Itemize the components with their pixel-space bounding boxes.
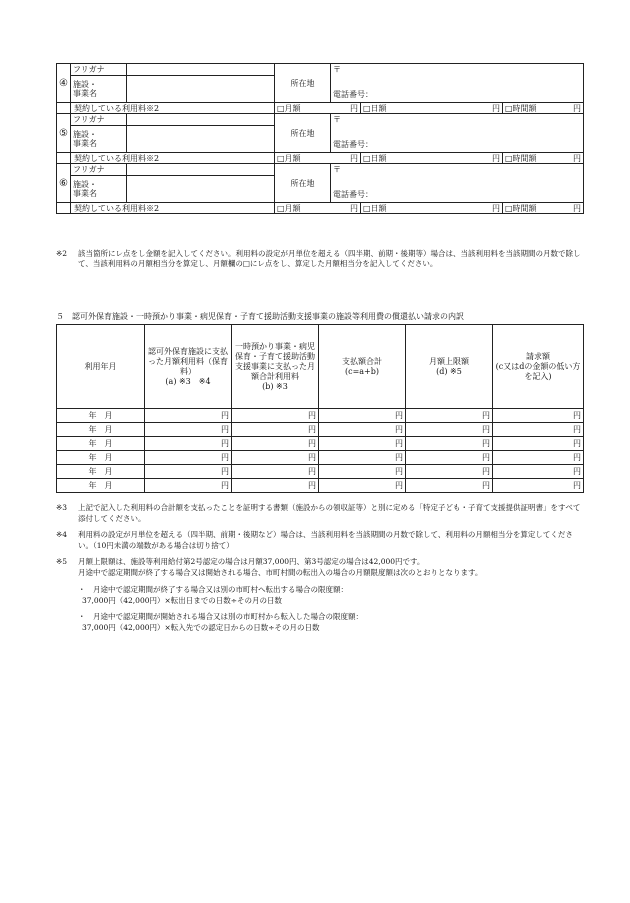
temporary-care-fee-cell[interactable]: 円 [232,451,319,465]
monthly-checkbox[interactable]: □月額 [277,103,301,113]
facility-name-input[interactable] [127,126,275,153]
header-usage-month: 利用年月 [57,325,145,409]
usage-month-cell[interactable]: 年 月 [57,465,145,479]
hourly-checkbox[interactable]: □時間額 [505,153,537,163]
hourly-checkbox[interactable]: □時間額 [505,203,537,213]
billing-row [57,423,584,437]
bullet-1-formula: 37,000円（42,000円）×転出日までの日数÷その月の日数 [82,596,283,605]
facility-number: ⑥ [57,164,71,203]
facility-name-input[interactable] [127,76,275,103]
daily-checkbox[interactable]: □日額 [363,203,387,213]
bullet-1 [56,584,583,606]
note-2-mark: ※2 [56,249,68,258]
bullet-2-formula: 37,000円（42,000円）×転入先での認定日からの日数÷その月の日数 [82,623,320,632]
facility-name-label: 施設・ 事業名 [71,126,127,153]
phone-label: 電話番号： [333,140,373,149]
daily-fee-field[interactable]: □日額 円 [361,103,503,114]
address-cell[interactable] [331,164,584,203]
usage-month-cell[interactable]: 年 月 [57,409,145,423]
daily-checkbox[interactable]: □日額 [363,153,387,163]
note-3-text: 上記で記入した利用料の合計額を支払ったことを証明する書類（施設からの領収証等）と別に定める「特定子ども・子育て支援提供証明書」をすべて添付してください。 [78,503,581,523]
note-4-mark: ※4 [56,530,68,539]
monthly-checkbox[interactable]: □月額 [277,153,301,163]
note-2 [56,249,583,269]
hourly-fee-field[interactable]: □時間額 円 [503,103,584,114]
fee-label: 契約している利用料※2 [71,103,275,114]
furigana-input[interactable] [127,114,275,126]
unlicensed-fee-cell[interactable]: 円 [145,437,232,451]
note-3-mark: ※3 [56,503,68,512]
facility-name-label: 施設・ 事業名 [71,76,127,103]
usage-month-cell[interactable]: 年 月 [57,479,145,493]
billing-row [57,451,584,465]
monthly-limit-cell[interactable]: 円 [406,437,493,451]
claim-amount-cell[interactable]: 円 [493,409,584,423]
usage-month-cell[interactable]: 年 月 [57,423,145,437]
daily-checkbox[interactable]: □日額 [363,103,387,113]
total-paid-cell[interactable]: 円 [319,465,406,479]
furigana-input[interactable] [127,64,275,76]
facility-table [56,63,584,214]
furigana-label: フリガナ [71,164,127,176]
section-5-title: ５ 認可外保育施設・一時預かり事業・病児保育・子育て援助活動支援事業の施設等利用費の償還払い請求の内訳 [56,312,464,321]
monthly-limit-cell[interactable]: 円 [406,465,493,479]
header-unlicensed-fee: 認可外保育施設に支払った月額利用料（保育料） (a) ※3 ※4 [145,325,232,409]
monthly-limit-cell[interactable]: 円 [406,479,493,493]
claim-amount-cell[interactable]: 円 [493,437,584,451]
unlicensed-fee-cell[interactable]: 円 [145,409,232,423]
note-4-text: 利用料の設定が月単位を超える（四半期、前期・後期など）場合は、当該利用料を当該期間の月数で除して、利用料の月額相当分を算定してください。（10円未満の端数がある場合は切り捨て） [78,530,573,550]
billing-row [57,479,584,493]
hourly-fee-field[interactable]: □時間額 円 [503,153,584,164]
total-paid-cell[interactable]: 円 [319,437,406,451]
total-paid-cell[interactable]: 円 [319,423,406,437]
phone-label: 電話番号： [333,90,373,99]
monthly-limit-cell[interactable]: 円 [406,451,493,465]
monthly-checkbox[interactable]: □月額 [277,203,301,213]
header-monthly-limit: 月額上限額 (d) ※5 [406,325,493,409]
facility-name-label: 施設・ 事業名 [71,176,127,203]
monthly-fee-field[interactable]: □月額 円 [275,103,361,114]
note-5-text: 月額上限額は、施設等利用給付第2号認定の場合は月額37,000円、第3号認定の場合は42,000円です。 [78,557,425,566]
notes-block [56,502,583,633]
address-cell[interactable] [331,64,584,103]
billing-table [56,324,584,493]
fee-label: 契約している利用料※2 [71,153,275,164]
billing-row [57,465,584,479]
temporary-care-fee-cell[interactable]: 円 [232,409,319,423]
postal-mark: 〒 [333,165,341,174]
total-paid-cell[interactable]: 円 [319,409,406,423]
unlicensed-fee-cell[interactable]: 円 [145,479,232,493]
postal-mark: 〒 [333,115,341,124]
bullet-2 [56,611,583,633]
monthly-limit-cell[interactable]: 円 [406,409,493,423]
unlicensed-fee-cell[interactable]: 円 [145,451,232,465]
total-paid-cell[interactable]: 円 [319,479,406,493]
furigana-label: フリガナ [71,114,127,126]
temporary-care-fee-cell[interactable]: 円 [232,479,319,493]
hourly-fee-field[interactable]: □時間額 円 [503,203,584,214]
temporary-care-fee-cell[interactable]: 円 [232,423,319,437]
note-2-text: 該当箇所にレ点をし金額を記入してください。利用料の設定が月単位を超える（四半期、前期・後期等）場合は、当該利用料を当該期間の月数で除して、当該利用料の月額相当分を算定し、月額欄の□にレ点をし、算定した月額相当分を記入してください。 [78,249,581,268]
unlicensed-fee-cell[interactable]: 円 [145,465,232,479]
claim-amount-cell[interactable]: 円 [493,423,584,437]
monthly-fee-field[interactable]: □月額 円 [275,153,361,164]
furigana-label: フリガナ [71,64,127,76]
furigana-input[interactable] [127,164,275,176]
postal-mark: 〒 [333,65,341,74]
monthly-limit-cell[interactable]: 円 [406,423,493,437]
facility-name-input[interactable] [127,176,275,203]
claim-amount-cell[interactable]: 円 [493,479,584,493]
header-total-paid: 支払額合計 (c=a+b) [319,325,406,409]
phone-label: 電話番号： [333,190,373,199]
temporary-care-fee-cell[interactable]: 円 [232,437,319,451]
header-claim-amount: 請求額 (c又はdの金額の低い方を記入) [493,325,584,409]
claim-amount-cell[interactable]: 円 [493,451,584,465]
note-5-mark: ※5 [56,557,68,566]
usage-month-cell[interactable]: 年 月 [57,451,145,465]
monthly-fee-field[interactable]: □月額 円 [275,203,361,214]
facility-number: ⑤ [57,114,71,153]
billing-row [57,409,584,423]
address-cell[interactable] [331,114,584,153]
location-label: 所在地 [275,114,331,153]
temporary-care-fee-cell[interactable]: 円 [232,465,319,479]
unlicensed-fee-cell[interactable]: 円 [145,423,232,437]
total-paid-cell[interactable]: 円 [319,451,406,465]
billing-row [57,437,584,451]
note-5-extra: 月途中で認定期間が終了する場合又は開始される場合、市町村間の転出入の場合の月額限度額は次のとおりとなります。 [78,568,483,577]
claim-amount-cell[interactable]: 円 [493,465,584,479]
location-label: 所在地 [275,64,331,103]
header-temporary-care-fee: 一時預かり事業・病児保育・子育て援助活動支援事業に支払った月額合計利用料 (b) ※3 [232,325,319,409]
bullet-1-title: ・ 月途中で認定期間が終了する場合又は別の市町村へ転出する場合の限度額： [78,585,348,594]
fee-label: 契約している利用料※2 [71,203,275,214]
hourly-checkbox[interactable]: □時間額 [505,103,537,113]
usage-month-cell[interactable]: 年 月 [57,437,145,451]
location-label: 所在地 [275,164,331,203]
daily-fee-field[interactable]: □日額 円 [361,153,503,164]
facility-number: ④ [57,64,71,103]
bullet-2-title: ・ 月途中で認定期間が開始される場合又は別の市町村から転入した場合の限度額： [78,612,363,621]
daily-fee-field[interactable]: □日額 円 [361,203,503,214]
